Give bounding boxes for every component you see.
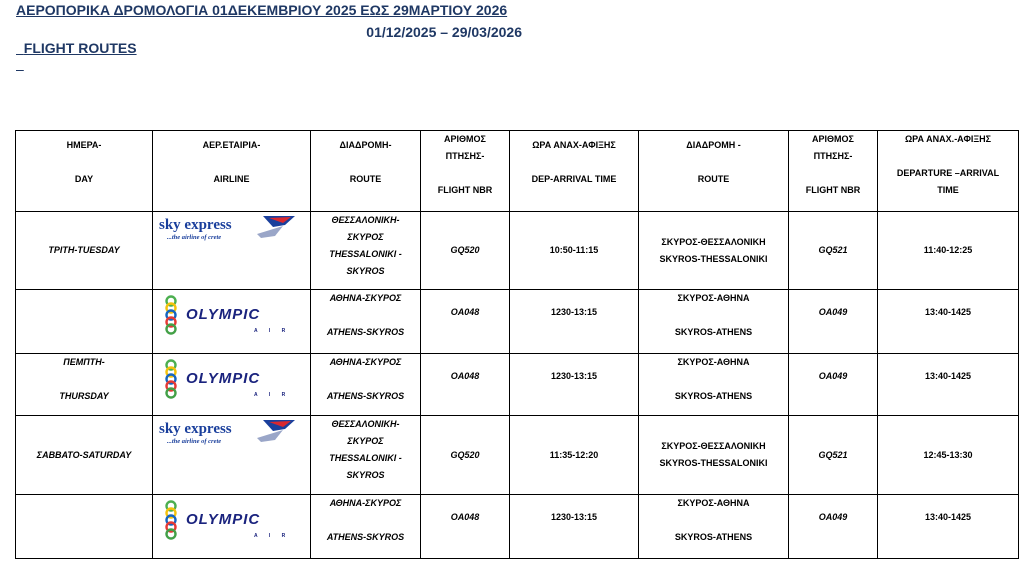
header-flight2-gr1: ΑΡΙΘΜΟΣ [812, 134, 854, 144]
flight2-number-cell [789, 212, 878, 290]
route-line: SKYROS-ATHENS [674, 391, 753, 401]
olympic-air-logo [156, 497, 307, 543]
route-cell [311, 212, 421, 290]
header-route [311, 131, 421, 212]
header-flight2-gr2: ΠΤΗΣΗΣ- [813, 151, 853, 161]
route-line: ΣΚΥΡΟΣ-ΑΘΗΝΑ [677, 357, 750, 367]
dep-arrival-time: 1230-13:15 [550, 307, 598, 317]
subtitle-label: FLIGHT ROUTES [23, 40, 137, 56]
flight2-number: OA049 [818, 512, 848, 522]
header-flight-gr1: ΑΡΙΘΜΟΣ [444, 134, 486, 144]
header-day-en: DAY [74, 174, 94, 184]
flight-number-cell [421, 212, 510, 290]
flight2-number-cell [789, 354, 878, 416]
header-route2-en: ROUTE [697, 174, 730, 184]
route-line: SKYROS-THESSALONIKI [659, 458, 768, 468]
dep-arrival-time2: 12:45-13:30 [923, 449, 973, 460]
flight-number: OA048 [450, 512, 480, 522]
day-cell [16, 416, 153, 495]
header-time-gr: ΩΡΑ ΑΝΑΧ-ΑΦΙΞΗΣ [532, 140, 616, 150]
flight-number: GQ520 [450, 449, 480, 460]
route-line: ATHENS-SKYROS [326, 532, 405, 542]
day-cell [16, 495, 153, 559]
route-line: ΘΕΣΣΑΛΟΝΙΚΗ- [331, 419, 400, 429]
date-range: 01/12/2025 – 29/03/2026 [366, 24, 522, 40]
dep-arrival-time2: 13:40-1425 [924, 371, 972, 381]
header-route-gr: ΔΙΑΔΡΟΜΗ- [339, 140, 392, 150]
time-cell [510, 495, 639, 559]
route-line: THESSALONIKI - [329, 453, 402, 463]
route-line: ΣΚΥΡΟΣ-ΘΕΣΣΑΛΟΝΙΚΗ [661, 441, 766, 451]
route2-cell [639, 290, 789, 354]
svg-text:A I R: A I R [253, 328, 290, 334]
svg-text:...the airline of crete: ...the airline of crete [166, 438, 221, 445]
day-cell [16, 354, 153, 416]
header-airline-gr: ΑΕΡ.ΕΤΑΙΡΙΑ- [202, 140, 261, 150]
day-label: ΤΡΙΤΗ-TUESDAY [48, 245, 120, 255]
time2-cell [878, 495, 1019, 559]
route-line: SKYROS [346, 266, 385, 276]
route-line: ΣΚΥΡΟΣ-ΘΕΣΣΑΛΟΝΙΚΗ [661, 236, 766, 247]
dep-arrival-time2: 11:40-12:25 [923, 245, 973, 255]
svg-text:A I R: A I R [253, 392, 290, 398]
svg-text:...the airline of crete: ...the airline of crete [166, 234, 221, 241]
header-flight-en: FLIGHT NBR [437, 185, 493, 195]
header-time2-gr: ΩΡΑ ΑΝΑΧ.-ΑΦΙΞΗΣ [904, 134, 992, 144]
dep-arrival-time: 11:35-12:20 [549, 449, 599, 460]
table-row [16, 416, 1019, 495]
route-line: ΣΚΥΡΟΣ [347, 436, 384, 446]
time2-cell [878, 354, 1019, 416]
header-time2 [878, 131, 1019, 212]
time-cell [510, 290, 639, 354]
header-day [16, 131, 153, 212]
route-line: SKYROS-THESSALONIKI [659, 253, 768, 264]
day-label-en: THURSDAY [59, 391, 109, 401]
flight-number: OA048 [450, 307, 480, 317]
route-cell [311, 416, 421, 495]
route-cell [311, 290, 421, 354]
dep-arrival-time: 1230-13:15 [550, 512, 598, 522]
route-line: SKYROS-ATHENS [674, 532, 753, 542]
time-cell [510, 212, 639, 290]
flight2-number-cell [789, 495, 878, 559]
document-title: ΑΕΡΟΠΟΡΙΚΑ ΔΡΟΜΟΛΟΓΙΑ 01ΔΕΚΕΜΒΡΙΟΥ 2025 ΕΩΣ 29ΜΑΡΤΙΟΥ 2026 [16, 2, 508, 18]
flight2-number: GQ521 [818, 449, 848, 460]
route-line: ΑΘΗΝΑ-ΣΚΥΡΟΣ [329, 293, 402, 303]
time-cell [510, 416, 639, 495]
sky-express-logo [156, 418, 307, 452]
flight2-number-cell [789, 290, 878, 354]
airline-cell [153, 416, 311, 495]
header-airline [153, 131, 311, 212]
sky-express-logo [156, 214, 307, 248]
table-row [16, 290, 1019, 354]
dep-arrival-time2: 13:40-1425 [924, 307, 972, 317]
dep-arrival-time: 1230-13:15 [550, 371, 598, 381]
route-line: ΑΘΗΝΑ-ΣΚΥΡΟΣ [329, 498, 402, 508]
route2-cell [639, 416, 789, 495]
header-time-en: DEP-ARRIVAL TIME [531, 174, 617, 184]
route-line: SKYROS [346, 470, 385, 480]
route-line: ΑΘΗΝΑ-ΣΚΥΡΟΣ [329, 357, 402, 367]
route-line: ΣΚΥΡΟΣ-ΑΘΗΝΑ [677, 498, 750, 508]
airline-cell [153, 354, 311, 416]
flight2-number-cell [789, 416, 878, 495]
svg-text:sky express: sky express [158, 217, 232, 233]
svg-text:sky express: sky express [158, 421, 232, 437]
day-cell [16, 290, 153, 354]
dep-arrival-time2: 13:40-1425 [924, 512, 972, 522]
route-line: SKYROS-ATHENS [674, 327, 753, 337]
route-cell [311, 354, 421, 416]
header-time2-en2: TIME [937, 185, 959, 195]
header-time2-en1: DEPARTURE –ARRIVAL [896, 168, 1000, 178]
flight2-number: OA049 [818, 371, 848, 381]
route-line: ΣΚΥΡΟΣ-ΑΘΗΝΑ [677, 293, 750, 303]
route2-cell [639, 354, 789, 416]
time2-cell [878, 416, 1019, 495]
route-line: ΣΚΥΡΟΣ [347, 232, 384, 242]
route2-cell [639, 212, 789, 290]
flight2-number: OA049 [818, 307, 848, 317]
flight-number: GQ520 [450, 245, 480, 255]
flight-number-cell [421, 495, 510, 559]
time2-cell [878, 290, 1019, 354]
header-airline-en: AIRLINE [213, 174, 250, 184]
route-line: THESSALONIKI - [329, 249, 402, 259]
svg-text:OLYMPIC: OLYMPIC [185, 306, 260, 323]
flight-number-cell [421, 416, 510, 495]
svg-text:OLYMPIC: OLYMPIC [185, 511, 260, 528]
header-flight2 [789, 131, 878, 212]
day-label: ΣΑΒΒΑΤΟ-SATURDAY [36, 449, 132, 460]
day-label-gr: ΠΕΜΠΤΗ- [63, 357, 105, 367]
table-row [16, 354, 1019, 416]
time2-cell [878, 212, 1019, 290]
flight-number-cell [421, 290, 510, 354]
route-line: ATHENS-SKYROS [326, 391, 405, 401]
flight-number-cell [421, 354, 510, 416]
header-route-en: ROUTE [349, 174, 382, 184]
airline-cell [153, 290, 311, 354]
route-line: ATHENS-SKYROS [326, 327, 405, 337]
route-line: ΘΕΣΣΑΛΟΝΙΚΗ- [331, 215, 400, 225]
header-route2-gr: ΔΙΑΔΡΟΜΗ - [686, 140, 741, 150]
route-cell [311, 495, 421, 559]
document-subtitle [16, 24, 522, 72]
time-cell [510, 354, 639, 416]
olympic-air-logo [156, 292, 307, 338]
header-flight [421, 131, 510, 212]
flight-number: OA048 [450, 371, 480, 381]
airline-cell [153, 495, 311, 559]
header-flight2-en: FLIGHT NBR [805, 185, 861, 195]
day-cell [16, 212, 153, 290]
svg-text:OLYMPIC: OLYMPIC [185, 370, 260, 387]
header-time [510, 131, 639, 212]
dep-arrival-time: 10:50-11:15 [549, 245, 599, 255]
olympic-air-logo [156, 356, 307, 402]
route2-cell [639, 495, 789, 559]
header-route2 [639, 131, 789, 212]
header-flight-gr2: ΠΤΗΣΗΣ- [445, 151, 485, 161]
svg-text:A I R: A I R [253, 533, 290, 539]
flight2-number: GQ521 [818, 245, 848, 255]
table-row [16, 495, 1019, 559]
header-row [16, 131, 1019, 212]
airline-cell [153, 212, 311, 290]
flight-routes-table [15, 130, 1019, 559]
table-row [16, 212, 1019, 290]
header-day-gr: ΗΜΕΡΑ- [66, 140, 102, 150]
